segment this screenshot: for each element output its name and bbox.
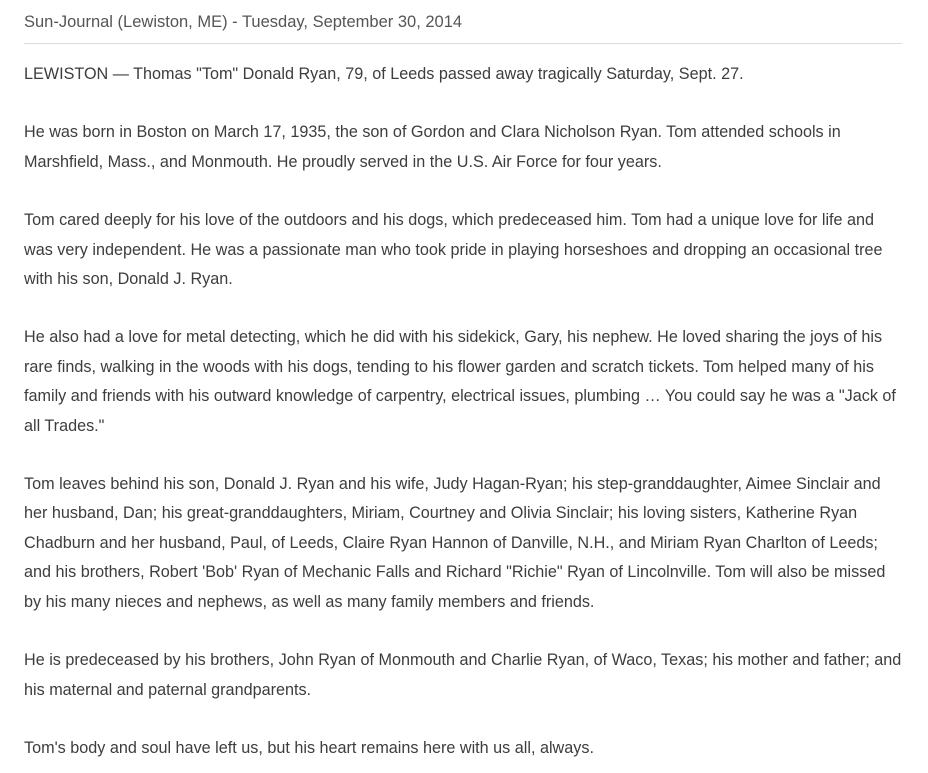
paragraph-predeceased: He is predeceased by his brothers, John Ryan of Monmouth and Charlie Ryan, of Waco, Texas; his mother and father; and his maternal and paternal grandparents. [24,651,902,699]
paragraph-closing: Tom's body and soul have left us, but his heart remains here with us all, always. [24,738,594,757]
paragraph-intro: LEWISTON — Thomas "Tom" Donald Ryan, 79, of Leeds passed away tragically Saturday, Sept. 27. [24,65,744,83]
paragraph-personality: Tom cared deeply for his love of the outdoors and his dogs, which predeceased him. Tom had a unique love for life and was very independent. He was a passionate man who took pride in playing horseshoes and dropping an occasional tree with his son, Donald J. Ryan. [24,211,883,289]
paragraph-early-life: He was born in Boston on March 17, 1935, the son of Gordon and Clara Nicholson Ryan. Tom attended schools in Marshfield, Mass., and Monmouth. He proudly served in the U.S. Air Force for four years. [24,123,841,171]
header-divider [24,43,902,44]
paragraph-hobbies: He also had a love for metal detecting, which he did with his sidekick, Gary, his nephew. He loved sharing the joys of his rare finds, walking in the woods with his dogs, tending to his flower garden and scratch tickets. Tom helped many of his family and friends with his outward knowledge of carpentry, electrical issues, plumbing … You could say he was a "Jack of all Trades." [24,328,896,435]
paragraph-survivors: Tom leaves behind his son, Donald J. Ryan and his wife, Judy Hagan-Ryan; his step-granddaughter, Aimee Sinclair and her husband, Dan; his great-granddaughters, Miriam, Courtney and Olivia Sinclair; his loving sisters, Katherine Ryan Chadburn and her husband, Paul, of Leeds, Claire Ryan Hannon of Danville, N.H., and Miriam Ryan Charlton of Leeds; and his brothers, Robert 'Bob' Ryan of Mechanic Falls and Richard "Richie" Ryan of Lincolnville. Tom will also be missed by his many nieces and nephews, as well as many family members and friends. [24,475,886,611]
obituary-article [24,60,902,763]
source-dateline: Sun-Journal (Lewiston, ME) - Tuesday, September 30, 2014 [24,13,463,31]
